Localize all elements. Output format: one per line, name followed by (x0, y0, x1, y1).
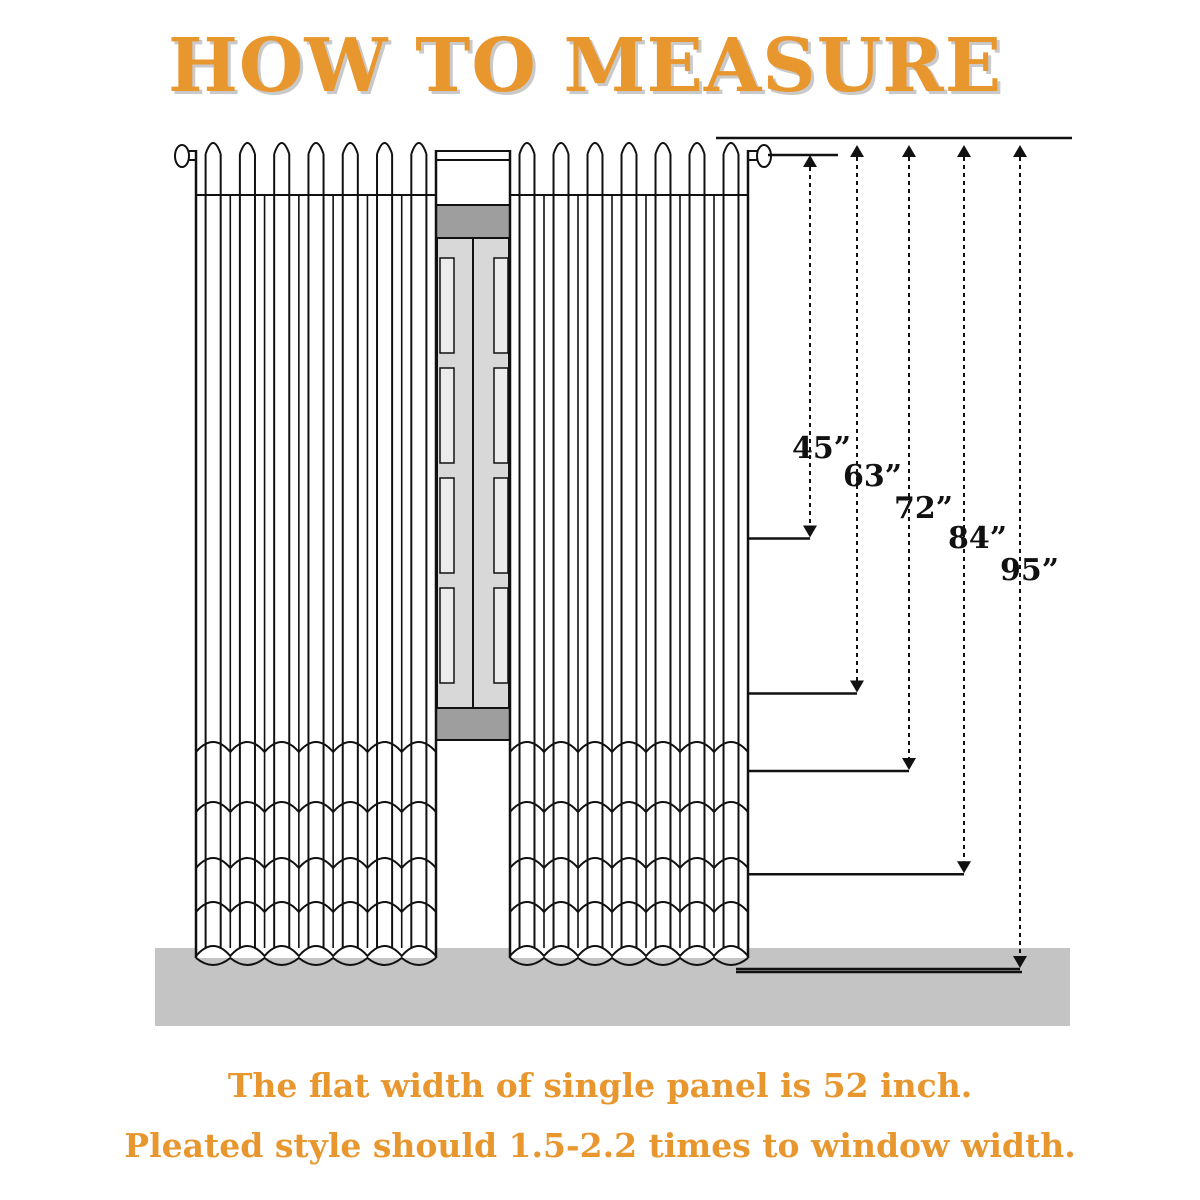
measure-arrow-bottom (803, 525, 817, 537)
panel-width-note: The flat width of single panel is 52 inch. (227, 1066, 973, 1105)
measure-arrow-top (1013, 145, 1027, 157)
measurement-guides (716, 138, 1072, 972)
window (432, 205, 514, 740)
curtain-panel-right (510, 143, 748, 965)
measure-arrow-top (850, 145, 864, 157)
curtain-panel-left (196, 143, 436, 965)
measure-arrow-bottom (957, 861, 971, 873)
measure-label: 84” (948, 521, 1008, 556)
measure-label: 63” (843, 459, 903, 494)
page-title: HOW TO MEASURE (168, 23, 1003, 109)
measure-label: 72” (894, 491, 954, 526)
floor (155, 948, 1070, 1026)
pleat-ratio-note: Pleated style should 1.5-2.2 times to window width. (124, 1126, 1076, 1165)
measure-arrow-bottom (850, 680, 864, 692)
measure-arrow-top (803, 155, 817, 167)
measure-label: 95” (1000, 553, 1060, 588)
measure-arrow-top (902, 145, 916, 157)
measure-label: 45” (792, 431, 852, 466)
measure-arrow-bottom (902, 758, 916, 770)
measure-arrow-top (957, 145, 971, 157)
